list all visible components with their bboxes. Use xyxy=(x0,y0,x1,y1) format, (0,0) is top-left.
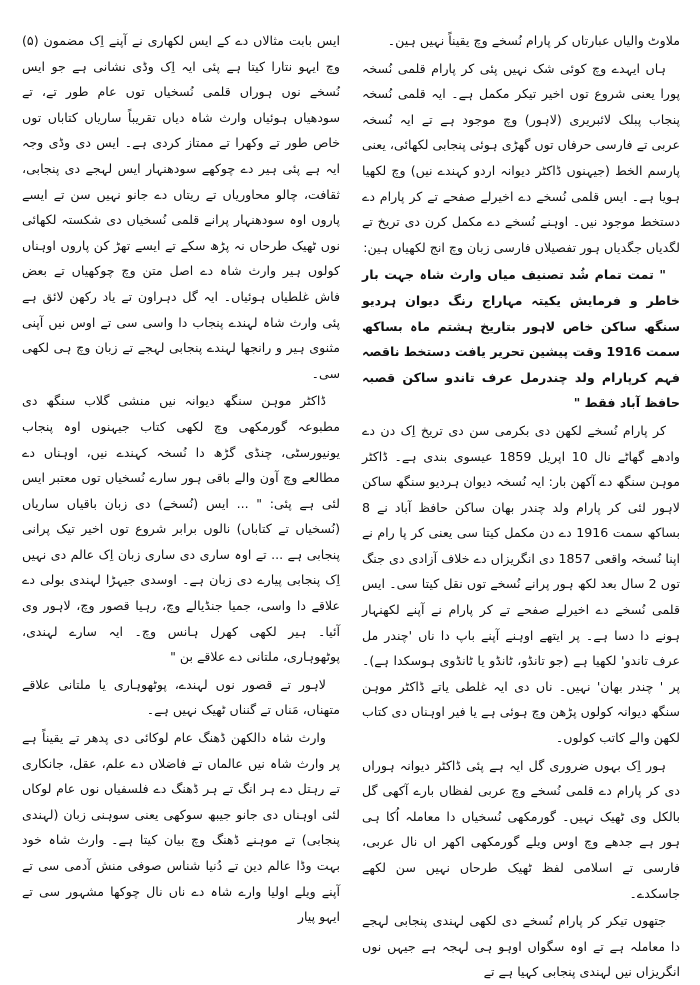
persian-quotation: " تمت تمام شُد تصنیف میاں وارث شاہ جہت بار خاطر و فرمایش یکیتہ مہاراج رنگ دیوان ہردیو سنگھ ساکن خاص لاہور بتاریخ ہشتم ماہ بساکھ سمت 1916 وقت پیشین تحریر یافت دستخط ناقصہ فہم کرپارام ولد چندرمل عرف تاندو ساکن قصبہ حافظ آباد فقط " xyxy=(362,267,680,411)
right-column xyxy=(362,28,681,980)
paragraph: کر پارام نُسخے لکھن دی بکرمی سن دی تریخ اِک دن دے وادھے گھاٹے نال 10 اپریل 1859 عیسوی بندی ہے۔ ڈاکٹر موہن سنگھ دے آکھن بار: ایہ نُسخہ دیوان ہردیو سنگھ ساکن لاہور لئی کر پارام ولد چندر بھان ساکن حافظ آباد نے 8 بساکھ سمت 1916 دے دن مکمل کیتا سی یعنی کر پا رام نے اپنا نُسخہ واقعی 1857 دی انگریزاں دے خلاف آزادی دی جنگ توں 2 سال بعد لکھ ہور پرانے نُسخے توں نقل کیتا سی۔ ایس قلمی نُسخے دے اخیرلے صفحے تے کر پارام نے آپنے لکھنہار ہونے دا دسا ہے۔ پر ایتھے اوہنے آپنے باپ دا ناں 'چندر مل عرف تاندو' لکھیا ہے (جو تانڈو، ٹانڈو یا ٹانڈوی ہوسکدا ہے)۔ پر ' چندر بھان' نہیں۔ ناں دی ایہ غلطی یاتے ڈاکٹر موہن سنگھ دیوانہ کولوں پڑھن وچ ہوئی ہے یا فیر اوہناں دی کتاب لکھن والے کاتب کولوں۔ xyxy=(362,422,681,746)
paragraph: ملاوٹ والیاں عبارتاں کر پارام نُسخے وچ یقیناً نہیں ہین۔ xyxy=(387,33,680,48)
left-column xyxy=(22,28,340,933)
paragraph: ایس بابت مثالاں دے کے ایس لکھاری نے آپنے اِک مضمون (۵) وچ ایہو نتارا کیتا ہے پئی ایہ اِک وڈی نشانی ہے جو ایس نُسخے نوں ہوراں قلمی نُسخیاں توں عام طور تے، تے سودھیاں ہوئیاں وارث شاہ دیاں تقریباً ساریاں کتاباں توں خاص طور تے وکھرا تے ممتاز کردی ہے۔ ایس دی وڈی وجہ ایہ ہے پئی ہیر دے چوکھے سودھنہار ایس لہجے دی پنجابی، ثقافت، چالو محاوریاں تے ریتاں دے جانو نہیں سن تے ایسے پاروں اوہ سودھنہار پرانے قلمی نُسخیاں دی شکستہ لکھائی نوں ٹھیک طرحاں نہ پڑھ سکے تے ایسے تھڑ کن پاروں اوہناں کولوں ہیر وارث شاہ دے اصل متن وچ چوکھیاں تے بعض فاش غلطیاں ہوئیاں۔ ایہ گل دہراون تے یاد رکھن لائق ہے پئی وارث شاہ لہندے پنجاب دا واسی سی تے اوس نیں آپنی مثنوی ہیر و رانجھا لہندے پنجابی لہجے تے زبان وچ ہی لکھی سی۔ xyxy=(22,33,340,381)
paragraph: جتھوں تیکر کر پارام نُسخے دی لکھی لہندی پنجابی لہجے دا معاملہ ہے تے اوہ سگواں اوہو ہی لہجہ ہے جیہں نوں انگریزاں نیں لہندی پنجابی کہیا ہے تے xyxy=(362,913,680,980)
paragraph: وارث شاہ دالکھن ڈھنگ عام لوکائی دی پدھر تے یقیناً ہے پر وارث شاہ نیں عالماں تے فاضلاں دے علم، عقل، جانکاری تے رہتل دے ہر انگ تے ہر ڈھنگ دے فلسفیاں نوں عام لوکاں لئی اوہناں دی جانو جیبھ سوکھی یعنی سوہنی زبان (لہندی پنجابی) تے موہنے ڈھنگ وچ بیان کیتا ہے۔ وارث شاہ خود بہت وڈا عالم دین تے دُنیا شناس صوفی منش آدمی سی تے آپنے ویلے اولیا وارے شاہ دے ناں نال چوکھا مشہور سی تے ایہو پیار xyxy=(22,730,340,925)
paragraph: ڈاکٹر موہن سنگھ دیوانہ نیں منشی گلاب سنگھ دی مطبوعہ گورمکھی وچ لکھی کتاب جیہنوں اوہ پنجاب یونیورسٹی، چنڈی گڑھ دا نُسخہ کہندے نیں، اوہناں دے مطالعے وچ آون والے باقی ہور سارے نُسخیاں توں معتبر ایس لئی ہے پئی: " ... ایس (نُسخے) دی زبان باقیاں ساریاں (نُسخیاں تے کتاباں) نالوں برابر شروع توں اخیر تیک پرانی پنجابی ہے ... تے اوہ ساری دی ساری زبان اِک عالم دی نہیں اِک پنجابی پیارے دی زبان ہے۔ اوسدی جیہڑا لہندی بولی دے علاقے دا واسی، جمیا جنڈیالے وچ، رہیا قصور وچ، لاہور وی آئیا۔ ہیر لکھی کھرل ہانس وچ۔ ایہ سارے لہندی، پوٹھوہاری، ملتانی دے علاقے بن " xyxy=(22,393,340,665)
paragraph: لاہور تے قصور نوں لہندے، پوٹھوہاری یا ملتانی علاقے متھناں، مَناں تے گنناں ٹھیک نہیں ہے۔ xyxy=(22,676,340,718)
paragraph: ہور اِک بہوں ضروری گل ایہ ہے پئی ڈاکٹر دیوانہ ہوراں دی کر پارام دے قلمی نُسخے وچ عربی لفظاں بارے آکھی گل بالکل وی ٹھیک نہیں۔ گورمکھی نُسخیاں دا معاملہ اُکا ہی ہور ہے جدھے وچ اوس ویلے گورمکھی اکھر اں نال عربی، فارسی تے اسلامی لفظ ٹھیک طرحاں نہیں سن لکھے جاسکدے۔ xyxy=(362,757,680,901)
paragraph: ہاں ایہدے وچ کوئی شک نہیں پئی کر پارام قلمی نُسخہ پورا یعنی شروع توں اخیر تیکر مکمل ہے۔ ایہ قلمی نُسخہ پنجاب پبلک لائبریری (لاہور) وچ موجود ہے تے ایہ نُسخہ عربی تے فارسی حرفاں توں گھڑی ہوئی پنجابی لکھائی، یعنی پارسم الخط (جیہنوں ڈاکٹر دیوانہ اردو کہندے نیں) وچ لکھیا ہویا ہے۔ ایس قلمی نُسخے دے اخیرلے صفحے تے کر پارام دے دستخط موجود نیں۔ اوہنے نُسخے دے مکمل کرن دی تریخ تے لگدیاں جگدیاں ہور تفصیلاں فارسی زبان وچ انج لکھیاں ہین: xyxy=(362,60,680,255)
